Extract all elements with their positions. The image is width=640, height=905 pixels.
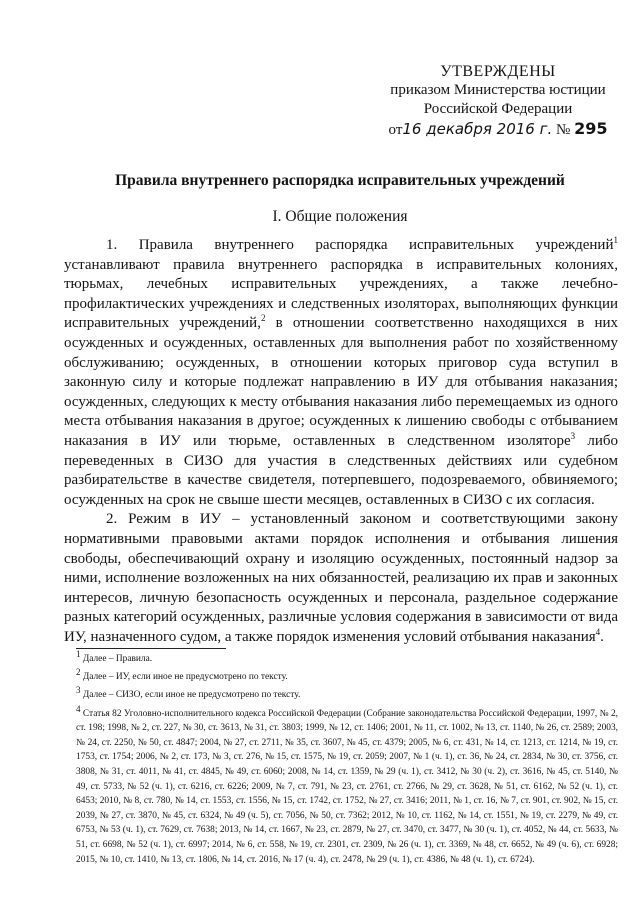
paragraph-1-text-a: 1. Правила внутреннего распорядка исправительных учреждений: [106, 237, 614, 253]
approval-date: 16 декабря 2016 г.: [402, 120, 553, 138]
footnote-3: [76, 685, 618, 702]
document-body: [64, 236, 618, 647]
approval-number: 295: [574, 119, 608, 138]
footnotes: [76, 648, 618, 871]
paragraph-2: [64, 510, 618, 647]
approval-line-ministry: приказом Министерства юстиции: [390, 82, 606, 98]
footnote-mark: 3: [76, 685, 81, 696]
footnote-4: [76, 703, 618, 868]
footnote-ref-2: 2: [260, 313, 266, 324]
footnote-text: Далее – ИУ, если иное не предусмотрено по тексту.: [80, 672, 288, 683]
footnote-mark: 2: [76, 667, 81, 678]
footnote-mark: 1: [76, 648, 81, 659]
paragraph-2-end: .: [600, 628, 604, 645]
footnote-ref-1: 1: [613, 235, 618, 245]
footnote-ref-3: 3: [570, 430, 576, 441]
footnote-text: Далее – СИЗО, если иное не предусмотрено по тексту.: [80, 690, 301, 701]
section-heading: I. Общие положения: [272, 208, 408, 225]
approval-stamp: [378, 62, 618, 140]
footnote-text: Статья 82 Уголовно-исполнительного кодекса Российской Федерации (Собрание законодательства Российской Федерации, 1997, № 2, ст. 198; 1998, № 2, ст. 227, № 30, ст. 3613, № 31, ст. 3803; 1999, № 12, ст. 1406; 2001, № 11, ст. 1002, № 13, ст. 1140, № 26, ст. 2589; 2003, № 24, ст. 2250, № 50, ст. 4847; 2004, № 27, ст. 2711, № 35, ст. 3607, № 45, ст. 4379; 2005, № 6, ст. 431, № 14, ст. 1213, ст. 1214, № 19, ст. 1753, ст. 1754; 2006, № 2, ст. 173, № 3, ст. 276, № 15, ст. 1575, № 19, ст. 2059; 2007, № 1 (ч. 1), ст. 36, № 24, ст. 2834, № 30, ст. 3756, ст. 3808, № 31, ст. 4011, № 41, ст. 4845, № 49, ст. 6060; 2008, № 14, ст. 1359, № 29 (ч. 1), ст. 3412, № 30 (ч. 2), ст. 3616, № 45, ст. 5140, № 49, ст. 5733, № 52 (ч. 1), ст. 6216, ст. 6226; 2009, № 7, ст. 791, № 23, ст. 2761, ст. 2766, № 29, ст. 3628, № 51, ст. 6162, № 52 (ч. 1), ст. 6453; 2010, № 8, ст. 780, № 14, ст. 1553, ст. 1556, № 15, ст. 1742, ст. 1752, № 27, ст. 3416; 2011, № 1, ст. 16, № 7, ст. 901, ст. 902, № 15, ст. 2039, № 27, ст. 3870, № 45, ст. 6324, № 49 (ч. 5), ст. 7056, № 50, ст. 7362; 2012, № 10, ст. 1162, № 14, ст. 1551, № 19, ст. 2279, № 49, ст. 6753, № 53 (ч. 1), ст. 7629, ст. 7638; 2013, № 14, ст. 1667, № 23, ст. 2879, № 27, ст. 3470, ст. 3477, № 30 (ч. 1), ст. 4052, № 44, ст. 5633, № 51, ст. 6698, № 52 (ч. 1), ст. 6997; 2014, № 6, ст. 558, № 19, ст. 2301, ст. 2309, № 26 (ч. 1), ст. 3369, № 48, ст. 6652, № 49 (ч. 6), ст. 6928; 2015, № 10, ст. 1410, № 13, ст. 1806, № 14, ст. 2016, № 17 (ч. 4), ст. 2478, № 29 (ч. 1), ст. 4386, № 48 (ч. 1), ст. 6724).: [76, 708, 618, 865]
paragraph-1-text-b: устанавливают правила внутреннего распорядка в исправительных колониях, тюрьмах, лечебных исправительных учреждениях, а также лечебно-профилактических учреждениях и следственных изоляторах, выполняющих функции исправительных учреждений,: [64, 256, 618, 332]
approval-date-line: [378, 119, 618, 140]
footnote-text: Далее – Правила.: [80, 654, 153, 664]
footnote-ref-4: 4: [595, 626, 601, 637]
approval-title: УТВЕРЖДЕНЫ: [440, 63, 556, 80]
approval-line-country: Российской Федерации: [423, 101, 573, 117]
paragraph-1: [64, 236, 618, 510]
paragraph-1-text-d: либо переведенных в СИЗО для участия в следственных действиях или судебном разбирательстве в качестве свидетеля, потерпевшего, подозреваемого, обвиняемого; осужденных на срок не свыше шести месяцев, оставленных в СИЗО с их согласия.: [64, 432, 618, 508]
footnote-mark: 4: [76, 703, 81, 714]
paragraph-1-text-c: в отношении соответственно находящихся в них осужденных и осужденных, оставленных для выполнения работ по хозяйственному обслуживанию; осужденных, в отношении которых приговор суда вступил в законную силу и которые подлежат направлению в ИУ для отбывания наказания; осужденных, следующих к месту отбывания наказания либо перемещаемых из одного места отбывания наказания в другое; осужденных к лишению свободы с отбыванием наказания в ИУ или тюрьме, оставленных в следственном изоляторе: [64, 315, 619, 449]
document-title: Правила внутреннего распорядка исправительных учреждений: [115, 172, 565, 189]
footnote-1: [76, 648, 618, 666]
approval-number-sign: №: [556, 122, 571, 138]
paragraph-2-text: 2. Режим в ИУ – установленный законом и соответствующими закону нормативными правовыми актами порядок исполнения и отбывания лишения свободы, обеспечивающий охрану и изоляцию осужденных, постоянный надзор за ними, исполнение возложенных на них обязанностей, реализацию их прав и законных интересов, личную безопасность осужденных и персонала, раздельное содержание разных категорий осужденных, различные условия содержания в зависимости от вида ИУ, назначенного судом, а также порядок изменения условий отбывания наказания: [64, 511, 618, 645]
footnote-2: [76, 667, 618, 684]
footnote-divider: [76, 648, 226, 649]
approval-date-prefix: от: [388, 122, 403, 138]
